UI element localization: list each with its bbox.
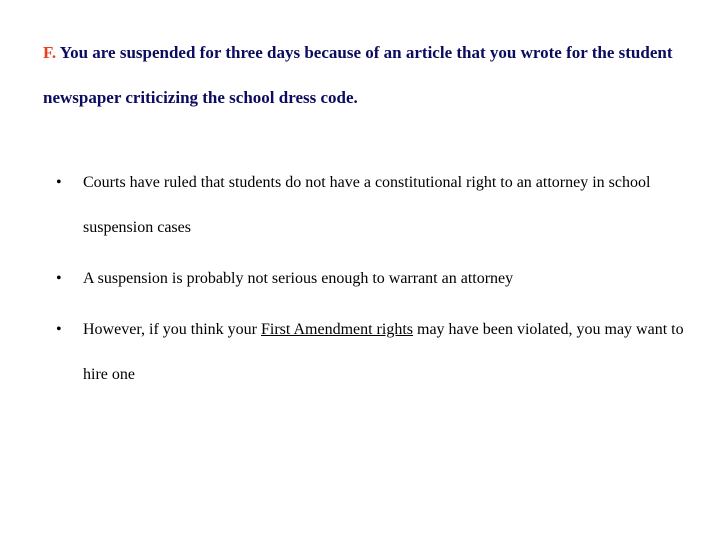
bullet-item <box>56 256 686 301</box>
bullet-item <box>56 160 686 250</box>
bullet-icon: • <box>56 270 62 287</box>
first-amendment-link[interactable]: First Amendment rights <box>261 321 413 338</box>
question-heading <box>43 30 683 120</box>
bullet-item <box>56 307 686 397</box>
bullet-icon: • <box>56 174 62 191</box>
bullet-text-after: may have been violated, you may want to hire one <box>83 321 684 383</box>
bullet-icon: • <box>56 321 62 338</box>
answer-bullet-list <box>56 160 686 403</box>
bullet-text: A suspension is probably not serious enough to warrant an attorney <box>83 270 514 287</box>
question-text: You are suspended for three days because of an article that you wrote for the student newspaper criticizing the school dress code. <box>43 43 673 107</box>
bullet-text-before: However, if you think your <box>83 321 261 338</box>
bullet-text: Courts have ruled that students do not have a constitutional right to an attorney in school suspension cases <box>83 174 651 236</box>
question-letter: F. <box>43 43 57 62</box>
